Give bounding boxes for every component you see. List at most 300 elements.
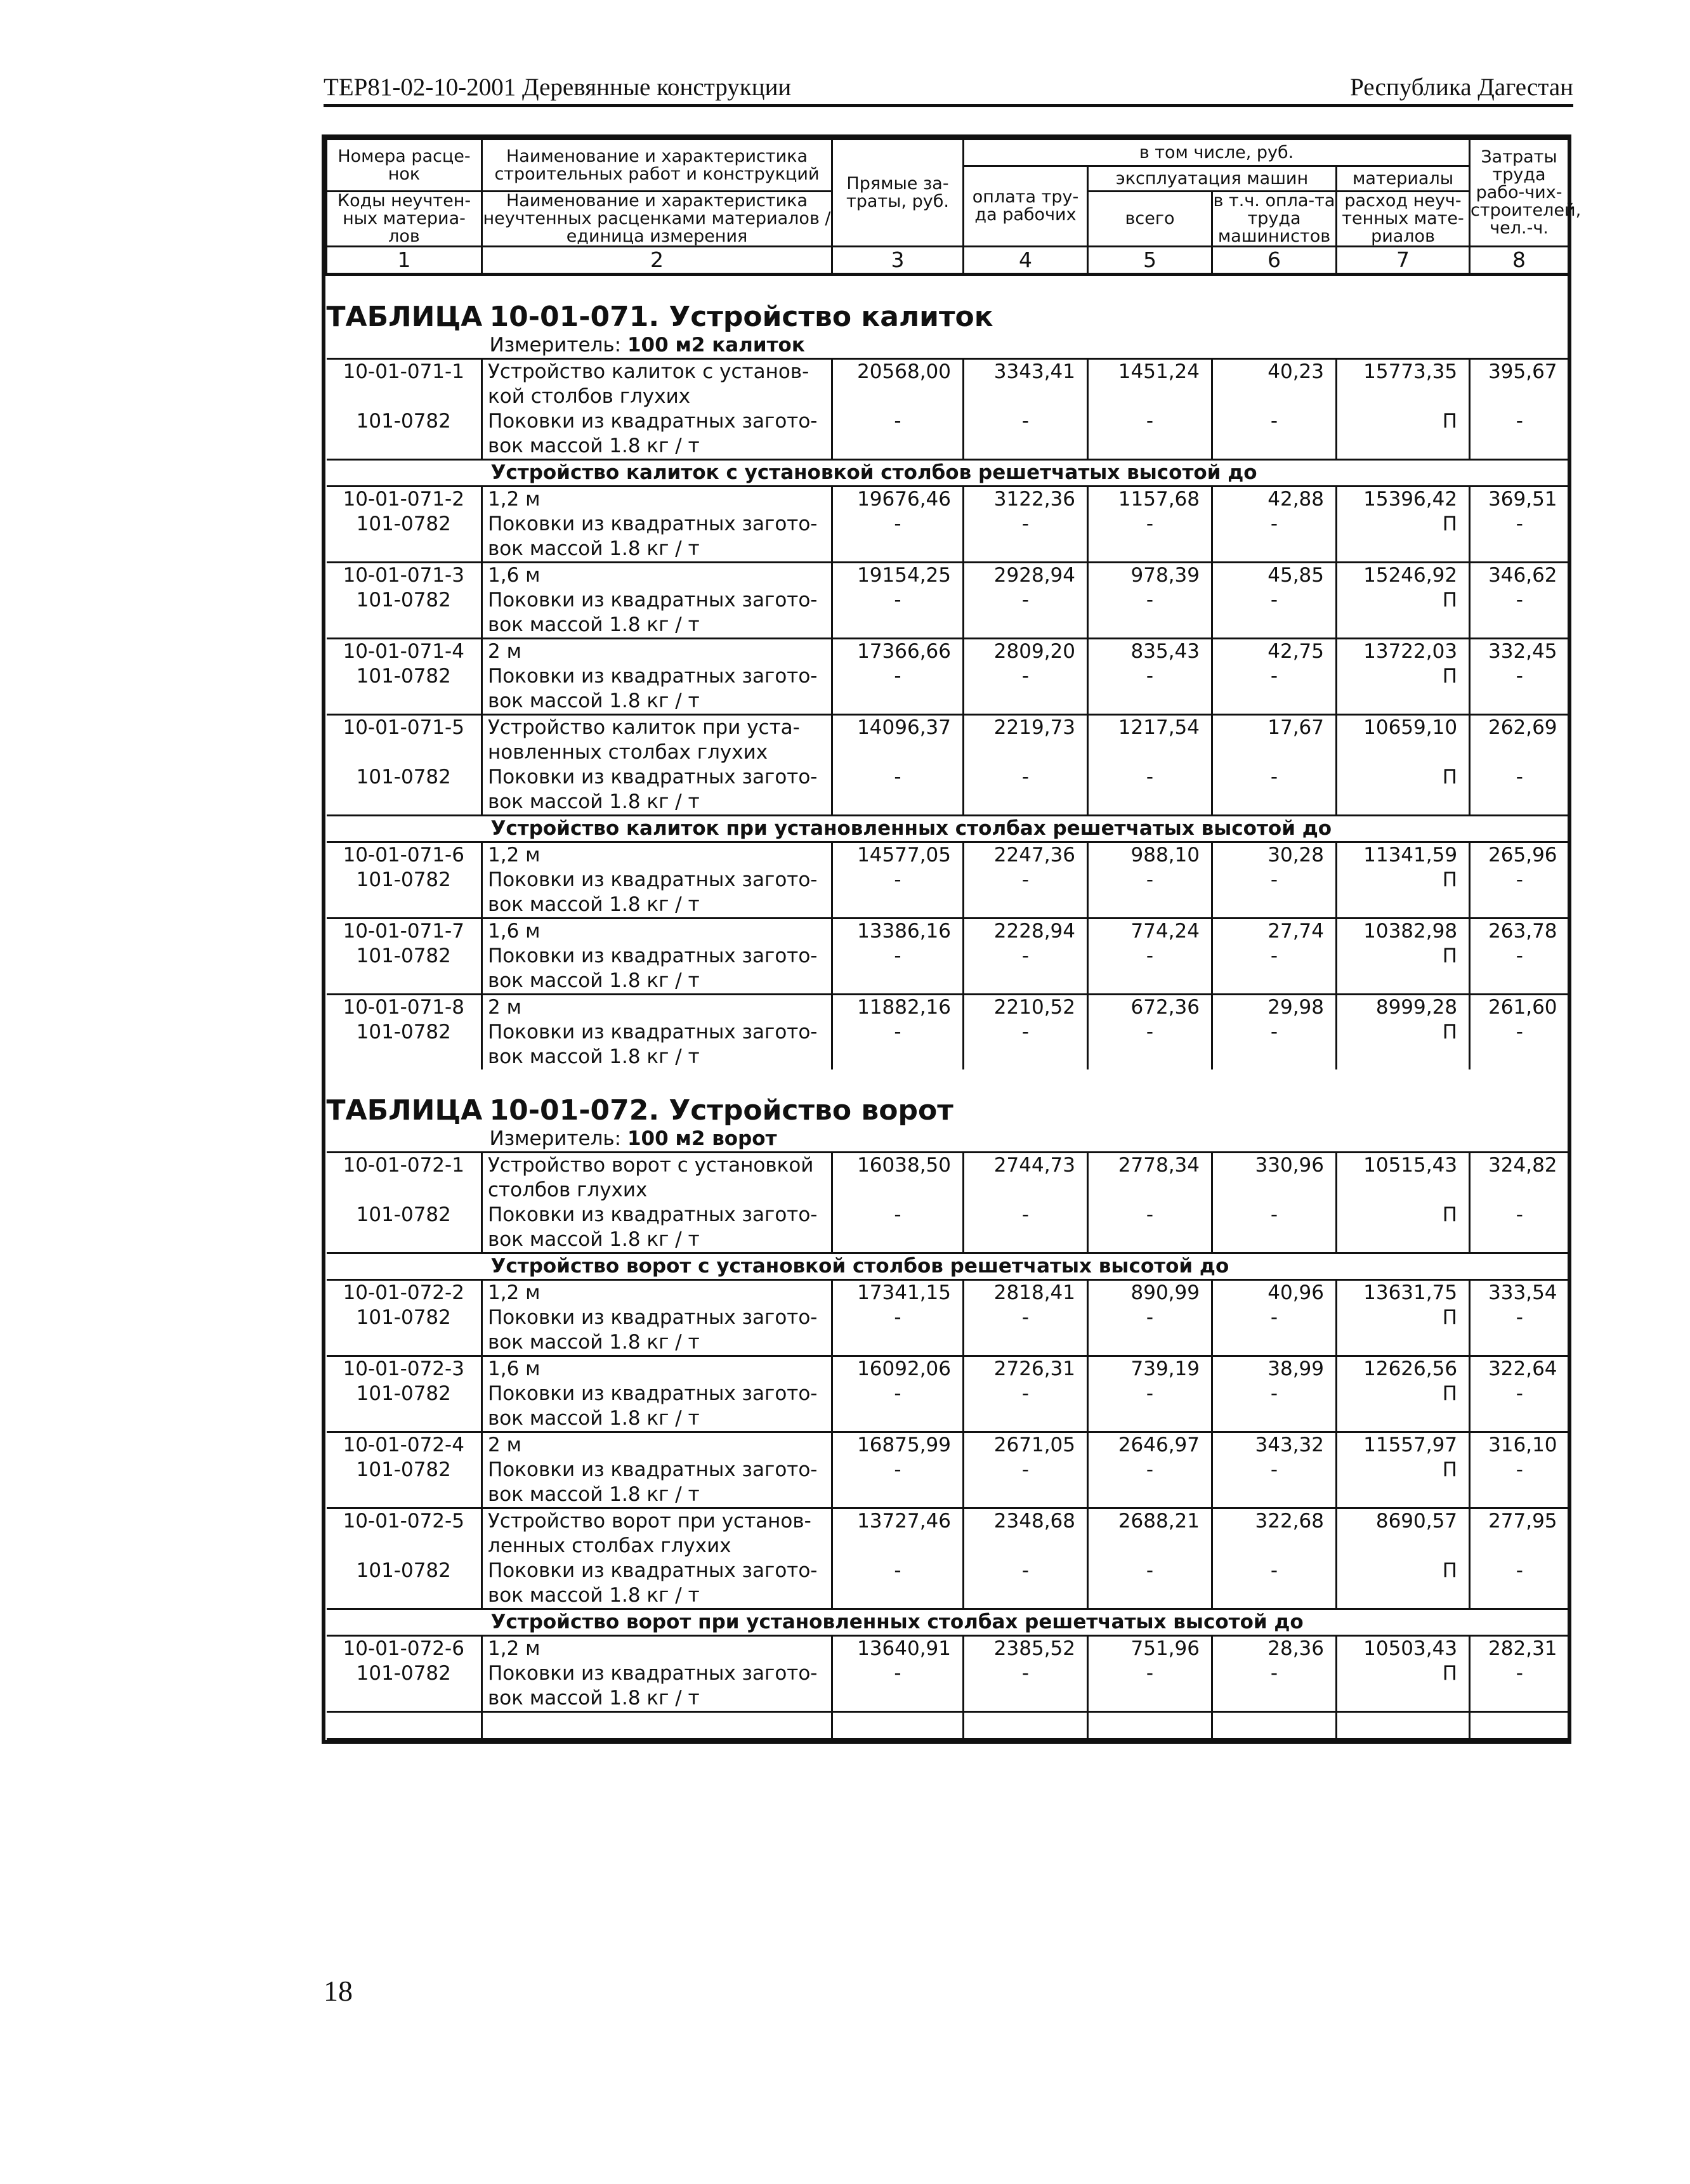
unit-value: 100 м2 ворот (627, 1127, 777, 1150)
materials-cost: 13722,03 (1337, 639, 1470, 665)
dash: - (1470, 1661, 1569, 1712)
material-flag: П (1337, 944, 1470, 995)
dash: - (1470, 588, 1569, 639)
dash: - (964, 588, 1088, 639)
section-title: Устройство калиток при установленных столбах решетчатых высотой до (482, 816, 1569, 842)
dash: - (1088, 944, 1212, 995)
material-name: Поковки из квадратных загото-вок массой 1.8 кг / т (482, 588, 832, 639)
rate-row (327, 842, 1569, 868)
materials-cost: 10382,98 (1337, 919, 1470, 945)
dash: - (1212, 588, 1337, 639)
rates-table (325, 138, 1582, 1740)
rate-code: 10-01-072-5 (327, 1508, 482, 1559)
section-spacer (327, 1609, 482, 1636)
dash: - (832, 868, 964, 919)
dash: - (832, 1559, 964, 1609)
dash: - (1470, 409, 1569, 460)
rate-row (327, 1432, 1569, 1458)
section-title: Устройство ворот с установкой столбов решетчатых высотой до (482, 1253, 1569, 1280)
machines-total-header: всего (1088, 192, 1212, 247)
section-spacer (327, 816, 482, 842)
dash: - (1088, 1382, 1212, 1432)
rate-name: 2 м (482, 995, 832, 1021)
table-unit (482, 1127, 1569, 1153)
dash: - (964, 512, 1088, 563)
dash: - (832, 765, 964, 816)
rate-name: Устройство калиток при уста-новленных столбах глухих (482, 715, 832, 766)
direct-costs-header: Прямые за-траты, руб. (832, 140, 964, 247)
material-code: 101-0782 (356, 410, 451, 433)
material-name: Поковки из квадратных загото-вок массой 1.8 кг / т (482, 868, 832, 919)
materials-cost: 10659,10 (1337, 715, 1470, 766)
material-row (327, 1458, 1569, 1508)
material-code: 101-0782 (356, 589, 451, 611)
rate-name: 1,2 м (482, 1636, 832, 1662)
material-code: 101-0782 (356, 868, 451, 891)
material-flag: П (1337, 588, 1470, 639)
material-code: 101-0782 (356, 1458, 451, 1481)
dash: - (1212, 1559, 1337, 1609)
material-code: 101-0782 (356, 1662, 451, 1685)
labor-hours: 332,45 (1470, 639, 1569, 665)
rate-name: Устройство ворот при установ-ленных столбах глухих (482, 1508, 832, 1559)
empty-cell (1470, 1712, 1569, 1739)
materials-cost: 10503,43 (1337, 1636, 1470, 1662)
machinist-wages: 40,23 (1212, 359, 1337, 410)
labor-hours: 369,51 (1470, 487, 1569, 513)
dash: - (1212, 765, 1337, 816)
dash: - (1212, 1382, 1337, 1432)
dash: - (1088, 1020, 1212, 1069)
dash: - (832, 944, 964, 995)
table-title-row (327, 1069, 1569, 1127)
labor-wages: 2744,73 (964, 1153, 1088, 1203)
direct-costs: 19676,46 (832, 487, 964, 513)
table-title-row (327, 275, 1569, 334)
material-row (327, 512, 1569, 563)
header-title: ТЕР81-02-10-2001 Деревянные конструкции (324, 74, 792, 101)
material-name: Поковки из квадратных загото-вок массой 1.8 кг / т (482, 1382, 832, 1432)
rate-row (327, 1508, 1569, 1559)
column-number-5: 5 (1088, 247, 1212, 275)
rate-name: 1,6 м (482, 1356, 832, 1382)
empty-cell (1212, 1712, 1337, 1739)
materials-cost: 15396,42 (1337, 487, 1470, 513)
materials-cost: 8690,57 (1337, 1508, 1470, 1559)
labor-wages: 3122,36 (964, 487, 1088, 513)
direct-costs: 16038,50 (832, 1153, 964, 1203)
rate-code: 10-01-071-8 (327, 995, 482, 1021)
dash: - (832, 1203, 964, 1253)
rate-row (327, 563, 1569, 589)
material-code: 101-0782 (356, 766, 451, 788)
labor-wages: 2809,20 (964, 639, 1088, 665)
labor-hours: 261,60 (1470, 995, 1569, 1021)
dash: - (1088, 588, 1212, 639)
dash: - (1470, 1203, 1569, 1253)
machinist-wages-header: в т.ч. опла-та труда машинистов (1212, 192, 1337, 247)
machines-total: 1157,68 (1088, 487, 1212, 513)
dash: - (1212, 1458, 1337, 1508)
labor-hours: 262,69 (1470, 715, 1569, 766)
rate-row (327, 1280, 1569, 1306)
table-title: 10-01-072. Устройство ворот (489, 1094, 953, 1127)
machinist-wages: 42,88 (1212, 487, 1337, 513)
labor-hours: 282,31 (1470, 1636, 1569, 1662)
material-row (327, 1559, 1569, 1609)
machines-total: 672,36 (1088, 995, 1212, 1021)
table-title: 10-01-071. Устройство калиток (489, 301, 993, 333)
labor-hours: 322,64 (1470, 1356, 1569, 1382)
dash: - (1470, 1020, 1569, 1069)
dash: - (1088, 1559, 1212, 1609)
dash: - (1088, 512, 1212, 563)
machinist-wages: 40,96 (1212, 1280, 1337, 1306)
labor-wages: 3343,41 (964, 359, 1088, 410)
material-name: Поковки из квадратных загото-вок массой 1.8 кг / т (482, 1458, 832, 1508)
rate-name: 1,2 м (482, 1280, 832, 1306)
section-title: Устройство калиток с установкой столбов решетчатых высотой до (482, 460, 1569, 487)
labor-wages: 2348,68 (964, 1508, 1088, 1559)
materials-cost: 10515,43 (1337, 1153, 1470, 1203)
rate-name: 1,6 м (482, 563, 832, 589)
dash: - (832, 1020, 964, 1069)
material-code: 101-0782 (356, 945, 451, 967)
dash: - (1212, 664, 1337, 715)
section-row (327, 816, 1569, 842)
labor-hours: 263,78 (1470, 919, 1569, 945)
machinist-wages: 330,96 (1212, 1153, 1337, 1203)
rate-row (327, 1636, 1569, 1662)
unit-value: 100 м2 калиток (627, 334, 805, 356)
materials-cost: 8999,28 (1337, 995, 1470, 1021)
machines-total: 751,96 (1088, 1636, 1212, 1662)
dash: - (964, 1458, 1088, 1508)
rate-code: 10-01-072-1 (327, 1153, 482, 1203)
direct-costs: 17366,66 (832, 639, 964, 665)
empty-cell (1337, 1712, 1470, 1739)
labor-hours-header: Затраты труда рабо-чих-строителей, чел.-ч. (1470, 140, 1569, 247)
machines-total: 2646,97 (1088, 1432, 1212, 1458)
labor-hours: 277,95 (1470, 1508, 1569, 1559)
dash: - (832, 588, 964, 639)
dash: - (964, 409, 1088, 460)
rate-code: 10-01-072-2 (327, 1280, 482, 1306)
labor-wages: 2219,73 (964, 715, 1088, 766)
table-label: ТАБЛИЦА (326, 301, 483, 333)
dash: - (1470, 1559, 1569, 1609)
dash: - (1088, 409, 1212, 460)
column-number-2: 2 (482, 247, 832, 275)
machines-total: 988,10 (1088, 842, 1212, 868)
dash: - (964, 1661, 1088, 1712)
running-header (324, 71, 1573, 107)
dash: - (1470, 1458, 1569, 1508)
rate-row (327, 487, 1569, 513)
material-flag: П (1337, 1382, 1470, 1432)
dash: - (964, 1305, 1088, 1356)
direct-costs: 13386,16 (832, 919, 964, 945)
material-flag: П (1337, 1661, 1470, 1712)
material-code: 101-0782 (356, 513, 451, 535)
materials-cost: 13631,75 (1337, 1280, 1470, 1306)
dash: - (1212, 1020, 1337, 1069)
machines-header: эксплуатация машин (1088, 166, 1337, 192)
machinist-wages: 29,98 (1212, 995, 1337, 1021)
dash: - (1470, 868, 1569, 919)
section-row (327, 1253, 1569, 1280)
table-label: ТАБЛИЦА (326, 1094, 483, 1127)
machines-total: 835,43 (1088, 639, 1212, 665)
rate-code: 10-01-071-2 (327, 487, 482, 513)
direct-costs: 14577,05 (832, 842, 964, 868)
unit-row (327, 1127, 1569, 1153)
labor-wages: 2818,41 (964, 1280, 1088, 1306)
rate-name: 2 м (482, 639, 832, 665)
col2-top-header: Наименование и характеристика строительных работ и конструкций (482, 140, 832, 192)
material-row (327, 944, 1569, 995)
dash: - (964, 868, 1088, 919)
dash: - (1088, 1305, 1212, 1356)
dash: - (1212, 512, 1337, 563)
dash: - (1212, 409, 1337, 460)
machinist-wages: 322,68 (1212, 1508, 1337, 1559)
labor-wages: 2247,36 (964, 842, 1088, 868)
material-code: 101-0782 (356, 1203, 451, 1226)
section-spacer (327, 460, 482, 487)
unaccounted-materials-header: расход неуч-тенных мате-риалов (1337, 192, 1470, 247)
material-code: 101-0782 (356, 1382, 451, 1405)
dash: - (964, 664, 1088, 715)
labor-hours: 333,54 (1470, 1280, 1569, 1306)
dash: - (1212, 1305, 1337, 1356)
dash: - (964, 1203, 1088, 1253)
machines-total: 774,24 (1088, 919, 1212, 945)
material-flag: П (1337, 1559, 1470, 1609)
rate-code: 10-01-071-1 (327, 359, 482, 410)
dash: - (964, 1020, 1088, 1069)
machinist-wages: 27,74 (1212, 919, 1337, 945)
section-row (327, 1609, 1569, 1636)
machinist-wages: 28,36 (1212, 1636, 1337, 1662)
materials-header: материалы (1337, 166, 1470, 192)
rate-row (327, 359, 1569, 410)
rate-name: 1,6 м (482, 919, 832, 945)
machinist-wages: 30,28 (1212, 842, 1337, 868)
dash: - (964, 1382, 1088, 1432)
direct-costs: 16875,99 (832, 1432, 964, 1458)
rate-row (327, 1356, 1569, 1382)
materials-cost: 11557,97 (1337, 1432, 1470, 1458)
direct-costs: 20568,00 (832, 359, 964, 410)
material-row (327, 1305, 1569, 1356)
rate-row (327, 919, 1569, 945)
material-row (327, 588, 1569, 639)
empty-cell (832, 1712, 964, 1739)
material-name: Поковки из квадратных загото-вок массой 1.8 кг / т (482, 512, 832, 563)
rate-code: 10-01-071-6 (327, 842, 482, 868)
rate-code: 10-01-071-3 (327, 563, 482, 589)
dash: - (832, 664, 964, 715)
rate-code: 10-01-072-4 (327, 1432, 482, 1458)
column-number-3: 3 (832, 247, 964, 275)
direct-costs: 13640,91 (832, 1636, 964, 1662)
unit-row (327, 333, 1569, 359)
machinist-wages: 45,85 (1212, 563, 1337, 589)
material-name: Поковки из квадратных загото-вок массой 1.8 кг / т (482, 1020, 832, 1069)
unit-spacer (327, 333, 482, 359)
column-number-8: 8 (1470, 247, 1569, 275)
machines-total: 890,99 (1088, 1280, 1212, 1306)
empty-bottom-row (327, 1712, 1569, 1739)
empty-cell (327, 1712, 482, 1739)
section-row (327, 460, 1569, 487)
rate-code: 10-01-071-5 (327, 715, 482, 766)
dash: - (1088, 868, 1212, 919)
column-number-6: 6 (1212, 247, 1337, 275)
dash: - (964, 944, 1088, 995)
rate-row (327, 1153, 1569, 1203)
unit-spacer (327, 1127, 482, 1153)
material-code: 101-0782 (356, 1021, 451, 1043)
page-number: 18 (324, 1975, 353, 2007)
dash: - (1470, 765, 1569, 816)
dash: - (1470, 512, 1569, 563)
dash: - (1212, 944, 1337, 995)
labor-hours: 395,67 (1470, 359, 1569, 410)
dash: - (1088, 664, 1212, 715)
material-name: Поковки из квадратных загото-вок массой 1.8 кг / т (482, 1661, 832, 1712)
col1-bottom-header: Коды неучтен-ных материа-лов (327, 192, 482, 247)
dash: - (832, 1305, 964, 1356)
material-flag: П (1337, 664, 1470, 715)
material-flag: П (1337, 1305, 1470, 1356)
rate-row (327, 639, 1569, 665)
machines-total: 2778,34 (1088, 1153, 1212, 1203)
material-row (327, 1020, 1569, 1069)
material-code: 101-0782 (356, 1559, 451, 1582)
materials-cost: 15246,92 (1337, 563, 1470, 589)
material-code: 101-0782 (356, 665, 451, 688)
material-flag: П (1337, 1020, 1470, 1069)
section-title: Устройство ворот при установленных столбах решетчатых высотой до (482, 1609, 1569, 1636)
materials-cost: 15773,35 (1337, 359, 1470, 410)
rate-row (327, 995, 1569, 1021)
rate-code: 10-01-071-7 (327, 919, 482, 945)
machines-total: 978,39 (1088, 563, 1212, 589)
empty-cell (1088, 1712, 1212, 1739)
material-code: 101-0782 (356, 1306, 451, 1329)
col1-top-header: Номера расце-нок (327, 140, 482, 192)
column-number-4: 4 (964, 247, 1088, 275)
material-row (327, 765, 1569, 816)
dash: - (1088, 1661, 1212, 1712)
table-unit (482, 333, 1569, 359)
dash: - (1470, 944, 1569, 995)
dash: - (1470, 1305, 1569, 1356)
rate-code: 10-01-072-3 (327, 1356, 482, 1382)
material-name: Поковки из квадратных загото-вок массой 1.8 кг / т (482, 1203, 832, 1253)
material-name: Поковки из квадратных загото-вок массой 1.8 кг / т (482, 765, 832, 816)
rate-name: Устройство калиток с установ-кой столбов глухих (482, 359, 832, 410)
machinist-wages: 17,67 (1212, 715, 1337, 766)
material-flag: П (1337, 512, 1470, 563)
direct-costs: 19154,25 (832, 563, 964, 589)
empty-cell (482, 1712, 832, 1739)
machinist-wages: 343,32 (1212, 1432, 1337, 1458)
material-name: Поковки из квадратных загото-вок массой 1.8 кг / т (482, 664, 832, 715)
rate-name: 2 м (482, 1432, 832, 1458)
column-number-1: 1 (327, 247, 482, 275)
header-region: Республика Дагестан (1350, 74, 1573, 101)
machinist-wages: 38,99 (1212, 1356, 1337, 1382)
empty-cell (964, 1712, 1088, 1739)
dash: - (1470, 664, 1569, 715)
material-name: Поковки из квадратных загото-вок массой 1.8 кг / т (482, 1559, 832, 1609)
labor-wages: 2671,05 (964, 1432, 1088, 1458)
material-flag: П (1337, 765, 1470, 816)
rate-name: 1,2 м (482, 842, 832, 868)
machines-total: 2688,21 (1088, 1508, 1212, 1559)
dash: - (832, 512, 964, 563)
including-header: в том числе, руб. (964, 140, 1470, 166)
labor-hours: 346,62 (1470, 563, 1569, 589)
material-row (327, 1382, 1569, 1432)
material-name: Поковки из квадратных загото-вок массой 1.8 кг / т (482, 409, 832, 460)
unit-label: Измеритель: (489, 1127, 622, 1150)
materials-cost: 11341,59 (1337, 842, 1470, 868)
labor-wages: 2385,52 (964, 1636, 1088, 1662)
column-numbers-row (327, 247, 1569, 275)
direct-costs: 11882,16 (832, 995, 964, 1021)
material-name: Поковки из квадратных загото-вок массой 1.8 кг / т (482, 944, 832, 995)
material-row (327, 868, 1569, 919)
direct-costs: 13727,46 (832, 1508, 964, 1559)
dash: - (964, 1559, 1088, 1609)
dash: - (1088, 765, 1212, 816)
machines-total: 1217,54 (1088, 715, 1212, 766)
dash: - (964, 765, 1088, 816)
col2-bottom-header: Наименование и характеристика неучтенных расценками материалов / единица измерения (483, 191, 831, 246)
machines-total: 739,19 (1088, 1356, 1212, 1382)
machinist-wages: 42,75 (1212, 639, 1337, 665)
dash: - (1212, 868, 1337, 919)
labor-wages: 2210,52 (964, 995, 1088, 1021)
machines-total: 1451,24 (1088, 359, 1212, 410)
rate-code: 10-01-071-4 (327, 639, 482, 665)
section-spacer (327, 1253, 482, 1280)
rate-row (327, 715, 1569, 766)
material-flag: П (1337, 1203, 1470, 1253)
rate-name: Устройство ворот с установкой столбов глухих (482, 1153, 832, 1203)
rate-name: 1,2 м (482, 487, 832, 513)
labor-hours: 316,10 (1470, 1432, 1569, 1458)
material-row (327, 409, 1569, 460)
material-row (327, 1203, 1569, 1253)
column-number-7: 7 (1337, 247, 1470, 275)
materials-cost: 12626,56 (1337, 1356, 1470, 1382)
material-flag: П (1337, 868, 1470, 919)
dash: - (1088, 1203, 1212, 1253)
direct-costs: 17341,15 (832, 1280, 964, 1306)
material-row (327, 1661, 1569, 1712)
labor-wages: 2228,94 (964, 919, 1088, 945)
dash: - (1212, 1661, 1337, 1712)
labor-hours: 324,82 (1470, 1153, 1569, 1203)
dash: - (1470, 1382, 1569, 1432)
dash: - (832, 1382, 964, 1432)
dash: - (832, 409, 964, 460)
